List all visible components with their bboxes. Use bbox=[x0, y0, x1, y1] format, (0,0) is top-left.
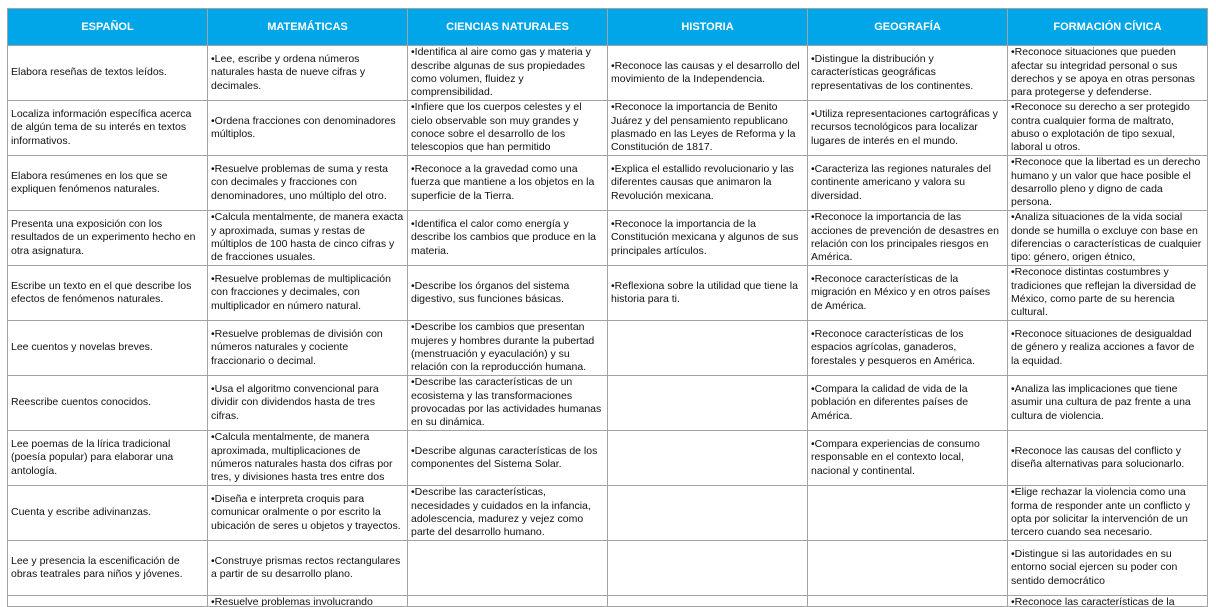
cell-text: •Usa el algoritmo convencional para dividir con dividendos hasta de tres cifras. bbox=[211, 382, 379, 422]
cell-espanol bbox=[8, 46, 208, 101]
cell-espanol bbox=[8, 321, 208, 376]
cell-text: •Explica el estallido revolucionario y las diferentes causas que animaron la Revolución mexicana. bbox=[611, 162, 794, 202]
cell-text: Lee cuentos y novelas breves. bbox=[11, 341, 153, 354]
cell-text: •Reconoce distintas costumbres y tradiciones que reflejan la diversidad de México, como parte de su herencia cultural. bbox=[1011, 266, 1197, 319]
cell-historia bbox=[608, 101, 808, 156]
cell-text: Presenta una exposición con los resultados de un experimento hecho en otra asignatura. bbox=[11, 217, 196, 257]
cell-formacion-civica bbox=[1008, 596, 1208, 607]
cell-historia bbox=[608, 321, 808, 376]
cell-historia bbox=[608, 376, 808, 431]
cell-geografia bbox=[808, 266, 1008, 321]
cell-geografia bbox=[808, 486, 1008, 541]
cell-text: •Analiza las implicaciones que tiene asumir una cultura de paz frente a una cultura de violencia. bbox=[1011, 382, 1191, 422]
cell-text: •Reconoce las características de la bbox=[1011, 596, 1175, 606]
cell-matematicas bbox=[208, 596, 408, 607]
cell-matematicas bbox=[208, 101, 408, 156]
cell-geografia bbox=[808, 156, 1008, 211]
cell-geografia bbox=[808, 541, 1008, 596]
table-row bbox=[8, 541, 1208, 596]
cell-text: •Ordena fracciones con denominadores múltiplos. bbox=[211, 114, 396, 140]
table-row bbox=[8, 266, 1208, 321]
cell-formacion-civica bbox=[1008, 321, 1208, 376]
cell-espanol bbox=[8, 266, 208, 321]
cell-geografia bbox=[808, 211, 1008, 266]
cell-matematicas bbox=[208, 321, 408, 376]
cell-historia bbox=[608, 541, 808, 596]
cell-text: •Reconoce la importancia de las acciones de prevención de desastres en relación con los principales riesgos en América. bbox=[811, 211, 999, 264]
cell-ciencias-naturales bbox=[408, 541, 608, 596]
cell-text: •Calcula mentalmente, de manera aproximada, multiplicaciones de números naturales hasta dos cifras por tres, y divisiones hasta tres entre dos bbox=[211, 431, 393, 484]
cell-text: •Reconoce que la libertad es un derecho humano y un valor que hace posible el desarrollo pleno y digno de cada persona. bbox=[1011, 156, 1201, 209]
cell-historia bbox=[608, 266, 808, 321]
header-formacion-civica: FORMACIÓN CÍVICA bbox=[1008, 9, 1208, 46]
table-row bbox=[8, 376, 1208, 431]
cell-text: •Identifica el calor como energía y describe los cambios que produce en la materia. bbox=[411, 217, 597, 257]
table-row bbox=[8, 101, 1208, 156]
cell-formacion-civica bbox=[1008, 376, 1208, 431]
cell-ciencias-naturales bbox=[408, 211, 608, 266]
header-historia: HISTORIA bbox=[608, 9, 808, 46]
cell-historia bbox=[608, 46, 808, 101]
cell-text: Elabora reseñas de textos leídos. bbox=[11, 66, 167, 79]
cell-text: •Describe los cambios que presentan mujeres y hombres durante la pubertad (menstruación y eyaculación) y su relación con la reproducción humana. bbox=[411, 321, 595, 374]
cell-text: •Diseña e interpreta croquis para comunicar oralmente o por escrito la ubicación de seres u objetos y trayectos. bbox=[211, 492, 401, 532]
cell-ciencias-naturales bbox=[408, 321, 608, 376]
cell-text: •Infiere que los cuerpos celestes y el cielo observable son muy grandes y conoce sobre el desarrollo de los telescopios que han permitido bbox=[411, 101, 582, 154]
cell-matematicas bbox=[208, 376, 408, 431]
cell-text: •Reconoce las causas del conflicto y diseña alternativas para solucionarlo. bbox=[1011, 444, 1185, 470]
curriculum-table bbox=[7, 8, 1208, 607]
cell-matematicas bbox=[208, 431, 408, 486]
cell-historia bbox=[608, 211, 808, 266]
cell-text: •Distingue la distribución y características geográficas representativas de los continentes. bbox=[811, 52, 974, 92]
cell-matematicas bbox=[208, 211, 408, 266]
cell-espanol bbox=[8, 211, 208, 266]
cell-formacion-civica bbox=[1008, 431, 1208, 486]
cell-text: •Describe las características de un ecosistema y las transformaciones provocadas por las actividades humanas en su dinámica. bbox=[411, 376, 602, 429]
header-espanol: ESPAÑOL bbox=[8, 9, 208, 46]
table-row bbox=[8, 431, 1208, 486]
cell-historia bbox=[608, 431, 808, 486]
cell-historia bbox=[608, 486, 808, 541]
cell-espanol bbox=[8, 596, 208, 607]
cell-ciencias-naturales bbox=[408, 46, 608, 101]
cell-geografia bbox=[808, 376, 1008, 431]
cell-text: •Analiza situaciones de la vida social donde se humilla o excluye con base en diferencias o características de cualquier tipo: género, origen étnico, bbox=[1011, 211, 1202, 264]
cell-geografia bbox=[808, 596, 1008, 607]
cell-formacion-civica bbox=[1008, 541, 1208, 596]
cell-formacion-civica bbox=[1008, 486, 1208, 541]
cell-text: •Caracteriza las regiones naturales del continente americano y valora su diversidad. bbox=[811, 162, 991, 202]
cell-text: •Describe los órganos del sistema digestivo, sus funciones básicas. bbox=[411, 279, 570, 305]
cell-text: •Reconoce su derecho a ser protegido contra cualquier forma de maltrato, abuso o explotación de tipo sexual, laboral u otros. bbox=[1011, 101, 1190, 154]
cell-matematicas bbox=[208, 486, 408, 541]
cell-text: •Reconoce la importancia de la Constitución mexicana y algunos de sus principales artículos. bbox=[611, 217, 799, 257]
cell-text: •Reconoce situaciones de desigualdad de género y realiza acciones a favor de la equidad. bbox=[1011, 327, 1195, 367]
cell-text: Cuenta y escribe adivinanzas. bbox=[11, 506, 152, 519]
cell-text: •Describe algunas características de los componentes del Sistema Solar. bbox=[411, 444, 598, 470]
cell-ciencias-naturales bbox=[408, 431, 608, 486]
cell-text: Reescribe cuentos conocidos. bbox=[11, 396, 152, 409]
cell-ciencias-naturales bbox=[408, 101, 608, 156]
cell-espanol bbox=[8, 431, 208, 486]
cell-text: •Reconoce a la gravedad como una fuerza que mantiene a los objetos en la superficie de la Tierra. bbox=[411, 162, 595, 202]
cell-text: •Reflexiona sobre la utilidad que tiene la historia para ti. bbox=[611, 279, 798, 305]
table-row bbox=[8, 46, 1208, 101]
cell-historia bbox=[608, 156, 808, 211]
cell-geografia bbox=[808, 101, 1008, 156]
table-row bbox=[8, 486, 1208, 541]
cell-text: •Compara la calidad de vida de la población en diferentes países de América. bbox=[811, 382, 969, 422]
cell-text: Localiza información específica acerca de algún tema de su interés en textos informativos. bbox=[11, 107, 192, 147]
cell-text: •Resuelve problemas de multiplicación con fracciones y decimales, con multiplicador en número natural. bbox=[211, 272, 391, 312]
cell-text: •Resuelve problemas de suma y resta con decimales y fracciones con denominadores, uno múltiplo del otro. bbox=[211, 162, 389, 202]
cell-ciencias-naturales bbox=[408, 486, 608, 541]
cell-ciencias-naturales bbox=[408, 266, 608, 321]
cell-matematicas bbox=[208, 156, 408, 211]
cell-text: Lee y presencia la escenificación de obras teatrales para niños y jóvenes. bbox=[11, 554, 183, 580]
header-matematicas: MATEMÁTICAS bbox=[208, 9, 408, 46]
header-ciencias-naturales: CIENCIAS NATURALES bbox=[408, 9, 608, 46]
cell-matematicas bbox=[208, 541, 408, 596]
cell-text: Lee poemas de la lírica tradicional (poesía popular) para elaborar una antología. bbox=[11, 437, 174, 477]
table-row bbox=[8, 211, 1208, 266]
cell-text: •Resuelve problemas de división con números naturales y cociente fraccionario o decimal. bbox=[211, 327, 383, 367]
cell-ciencias-naturales bbox=[408, 376, 608, 431]
cell-text: •Construye prismas rectos rectangulares a partir de su desarrollo plano. bbox=[211, 554, 401, 580]
cell-text: •Lee, escribe y ordena números naturales hasta de nueve cifras y decimales. bbox=[211, 52, 366, 92]
cell-text: •Utiliza representaciones cartográficas y recursos tecnológicos para localizar lugares de interés en el mundo. bbox=[811, 107, 998, 147]
cell-espanol bbox=[8, 101, 208, 156]
cell-espanol bbox=[8, 486, 208, 541]
cell-espanol bbox=[8, 376, 208, 431]
cell-formacion-civica bbox=[1008, 156, 1208, 211]
cell-text: •Elige rechazar la violencia como una forma de responder ante un conflicto y opta por solicitar la intervención de un tercero cuando sea necesario. bbox=[1011, 486, 1191, 539]
cell-historia bbox=[608, 596, 808, 607]
cell-espanol bbox=[8, 541, 208, 596]
cell-text: •Reconoce las causas y el desarrollo del movimiento de la Independencia. bbox=[611, 59, 800, 85]
table-row bbox=[8, 321, 1208, 376]
header-geografia: GEOGRAFÍA bbox=[808, 9, 1008, 46]
cell-espanol bbox=[8, 156, 208, 211]
cell-text: Escribe un texto en el que describe los efectos de fenómenos naturales. bbox=[11, 279, 192, 305]
cell-text: •Reconoce características de la migración en México y en otros países de América. bbox=[811, 272, 991, 312]
cell-formacion-civica bbox=[1008, 266, 1208, 321]
cell-formacion-civica bbox=[1008, 101, 1208, 156]
cell-formacion-civica bbox=[1008, 46, 1208, 101]
cell-ciencias-naturales bbox=[408, 596, 608, 607]
cell-geografia bbox=[808, 431, 1008, 486]
cell-text: •Compara experiencias de consumo responsable en el contexto local, nacional y continental. bbox=[811, 437, 980, 477]
cell-matematicas bbox=[208, 266, 408, 321]
cell-ciencias-naturales bbox=[408, 156, 608, 211]
cell-text: •Describe las características, necesidades y cuidados en la infancia, adolescencia, madurez y vejez como parte del desarrollo humano. bbox=[411, 486, 591, 539]
cell-formacion-civica bbox=[1008, 211, 1208, 266]
cell-text: •Calcula mentalmente, de manera exacta y aproximada, sumas y restas de múltiplos de 100 hasta de cinco cifras y de fracciones usuales. bbox=[211, 211, 404, 264]
cell-text: •Resuelve problemas involucrando bbox=[211, 596, 373, 606]
cell-text: •Reconoce la importancia de Benito Juárez y del pensamiento republicano plasmado en las Leyes de Reforma y la Constitución de 1817. bbox=[611, 101, 796, 154]
cell-matematicas bbox=[208, 46, 408, 101]
cell-text: •Identifica al aire como gas y materia y describe algunas de sus propiedades como volumen, fluidez y comprensibilidad. bbox=[411, 46, 591, 99]
cell-text: •Reconoce características de los espacios agrícolas, ganaderos, forestales y pesqueros en América. bbox=[811, 327, 976, 367]
cell-text: Elabora resúmenes en los que se expliquen fenómenos naturales. bbox=[11, 169, 168, 195]
table-row bbox=[8, 596, 1208, 607]
cell-geografia bbox=[808, 46, 1008, 101]
table-row bbox=[8, 156, 1208, 211]
cell-geografia bbox=[808, 321, 1008, 376]
cell-text: •Reconoce situaciones que pueden afectar su integridad personal o sus derechos y se apoya en otras personas para protegerse y defenderse. bbox=[1011, 46, 1195, 99]
header-row bbox=[8, 9, 1208, 46]
cell-text: •Distingue si las autoridades en su entorno social ejercen su poder con sentido democrático bbox=[1011, 547, 1178, 587]
